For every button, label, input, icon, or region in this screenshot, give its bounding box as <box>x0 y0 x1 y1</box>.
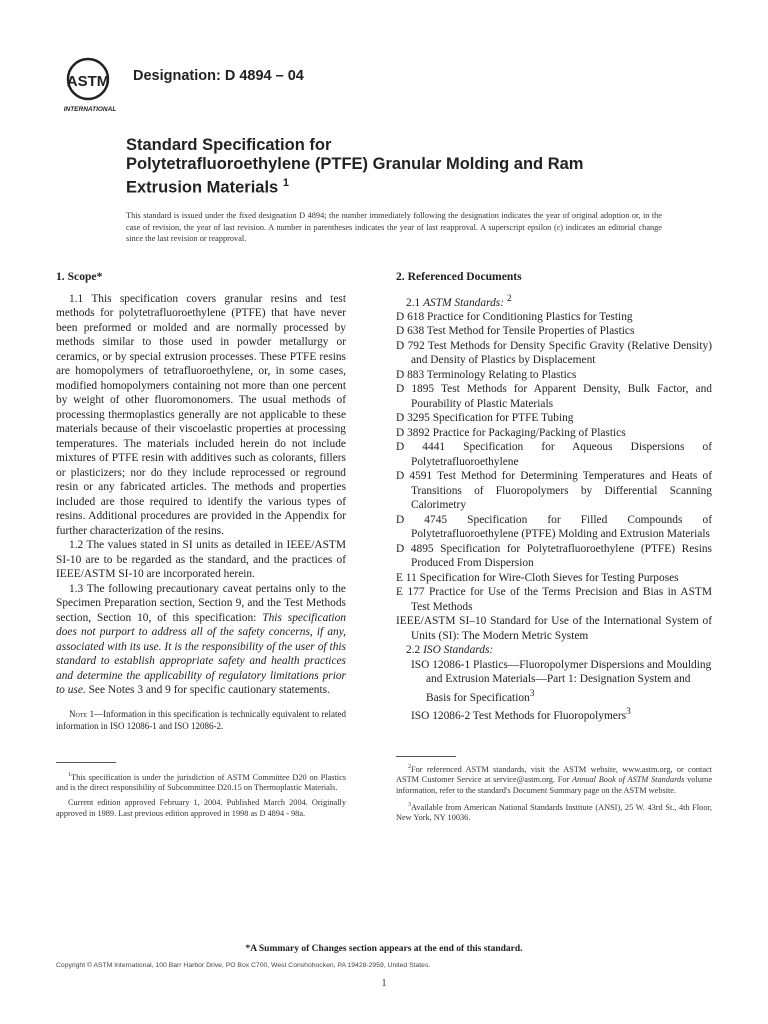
left-column <box>56 270 346 732</box>
reference-item: D 3295 Specification for PTFE Tubing <box>396 412 574 425</box>
summary-of-changes-note: *A Summary of Changes section appears at the end of this standard. <box>245 944 523 954</box>
reference-item: E 11 Specification for Wire-Cloth Sieves for Testing Purposes <box>396 571 679 584</box>
footnote-3: $^3$Available from American National Standards Institute (ANSI), 25 W. 43rd St., 4th Floor, New York, NY 10036. <box>396 801 712 822</box>
scope-1-1: 1.1 This specification covers granular resins and test methods for polytetrafluoroethylene (PTFE) that have never been preformed or molded and are normally processed by methods similar to those used in powder metallurgy or ceramics, or by special extrusion processes. These PTFE resins are homopolymers of tetrafluoroethylene, or, in some cases, modified homopolymers containing not more than one percent by weight of other fluoromonomers. The usual methods of processing thermoplastics generally are not applicable to these materials because of their viscoelastic properties at processing temperatures. The materials included herein do not include mixtures of PTFE resin with additives such as colorants, fillers or plasticizers; nor do they include reprocessed or reground resin or any fabricated articles. The methods and properties included are those required to identify the various types of resins. Additional procedures are provided in the Appendix for further characterization of the resins. <box>56 292 346 537</box>
scope-1-3 <box>56 582 346 698</box>
designation: Designation: D 4894 – 04 <box>133 68 304 84</box>
astm-logo <box>58 55 124 117</box>
copyright: Copyright © ASTM International, 100 Barr Harbor Drive, PO Box C700, West Conshohocken, PA 19428-2959, United States. <box>56 962 431 969</box>
document-title <box>126 136 686 198</box>
astm-standards-mark: 2 <box>506 293 512 304</box>
reference-item: D 3892 Practice for Packaging/Packing of Plastics <box>396 426 626 439</box>
footnote-2: $^2$For referenced ASTM standards, visit the ASTM website, www.astm.org, or contact ASTM Customer Service at service@astm.org. For Annual Book of ASTM Standards volume information, refer to the standard's Document Summary page on the ASTM website. $^3$Available from American National Standards Institute (ANSI), 25 W. 43rd St., 4th Floor, New York, NY 10036. <box>396 764 713 822</box>
reference-item: D 4591 Test Method for Determining Temperatures and Heats of Transitions of Fluoropolymers by Differential Scanning Calorimetry <box>396 470 712 512</box>
page-number: 1 <box>381 978 387 989</box>
title-line-2: Polytetrafluoroethylene (PTFE) Granular Molding and Ram <box>126 155 584 173</box>
reference-item: D 1895 Test Methods for Apparent Density, Bulk Factor, and Pourability of Plastic Materials <box>396 383 712 410</box>
iso-standards-heading: 2.2 ISO Standards: <box>406 644 494 657</box>
footnote-rule-left <box>56 762 116 763</box>
title-footnote-mark: 1 <box>282 177 289 189</box>
scope-1-3-caveat: This specification does not purport to address all of the safety concerns, if any, associated with its use. It is the responsibility of the user of this standard to establish appropriate safety and health practices and determine the applicability of regulatory limitations prior to use. <box>56 611 346 696</box>
logo-text: ASTM <box>66 73 110 90</box>
astm-standards-heading: 2.1 ASTM Standards: $^2$ <box>406 293 512 309</box>
reference-item: D 4441 Specification for Aqueous Dispersions of Polytetrafluoroethylene <box>396 441 712 468</box>
scope-1-3-c: See Notes 3 and 9 for specific cautionary statements. <box>85 684 330 696</box>
reference-item: D 618 Practice for Conditioning Plastics for Testing <box>396 310 633 323</box>
referenced-heading: 2. Referenced Documents <box>396 270 522 283</box>
right-column <box>396 270 712 723</box>
reference-item: D 883 Terminology Relating to Plastics <box>396 368 577 381</box>
iso-ref-2: ISO 12086-2 Test Methods for Fluoropolymers$^3$ <box>411 707 631 722</box>
reference-item: D 4895 Specification for Polytetrafluoroethylene (PTFE) Resins Produced From Dispersion <box>396 542 712 570</box>
reference-item: D 4745 Specification for Filled Compounds of Polytetrafluoroethylene (PTFE) Molding and Extrusion Materials <box>396 513 712 541</box>
note-1 <box>56 708 346 732</box>
iso-ref-1: ISO 12086-1 Plastics—Fluoropolymer Dispersions and Moulding and Extrusion Materials—Part 1: Designation System and Basis for Specification$^3$ <box>411 658 712 704</box>
scope-heading: 1. Scope* <box>56 270 103 283</box>
footnote-1-edition: Current edition approved February 1, 2004. Published March 2004. Originally approved in 1989. Last previous edition approved in 1998 as D 4894 - 98a. <box>56 797 346 818</box>
scope-1-2: 1.2 The values stated in SI units as detailed in IEEE/ASTM SI-10 are to be regarded as the standard, and the practices of IEEE/ASTM SI-10 are incorporated herein. <box>56 539 346 580</box>
footnote-1: $^1$This specification is under the jurisdiction of ASTM Committee D20 on Plastics and is the direct responsibility of Subcommittee D20.15 on Thermoplastic Materials. Current edition approved February 1, 2004. Published March 2004. Originally approved in 1989. Last previous edition approved in 1998 as D 4894 - 98a. <box>56 772 346 818</box>
footnote-rule-right <box>396 756 456 757</box>
note-1-label: Note 1 <box>69 708 95 719</box>
reference-list <box>396 310 712 644</box>
note-1-text: —Information in this specification is technically equivalent to related information in ISO 12086-1 and ISO 12086-2. <box>56 708 346 731</box>
reference-item: D 638 Test Method for Tensile Properties of Plastics <box>396 325 635 338</box>
reference-item: IEEE/ASTM SI–10 Standard for Use of the International System of Units (SI): The Modern Metric System <box>396 615 712 642</box>
scope-1-3-a: 1.3 The following precautionary caveat pertains only to the Specimen Preparation section, Section 9, and the Test Methods section, Section 10, of this specification: <box>56 582 346 624</box>
reference-item: D 792 Test Methods for Density Specific Gravity (Relative Density) and Density of Plastics by Displacement <box>396 339 712 367</box>
logo-subtext: INTERNATIONAL <box>63 106 117 113</box>
title-line-3: Extrusion Materials <box>126 178 279 197</box>
title-line-1: Standard Specification for <box>126 136 332 154</box>
issued-note: This standard is issued under the fixed designation D 4894; the number immediately following the designation indicates the year of original adoption or, in the case of revision, the year of last revision. A number in parentheses indicates the year of last reapproval. A superscript epsilon (ε) indicates an editorial change since the last revision or reapproval. <box>126 211 662 243</box>
reference-item: E 177 Practice for Use of the Terms Precision and Bias in ASTM Test Methods <box>396 586 712 613</box>
